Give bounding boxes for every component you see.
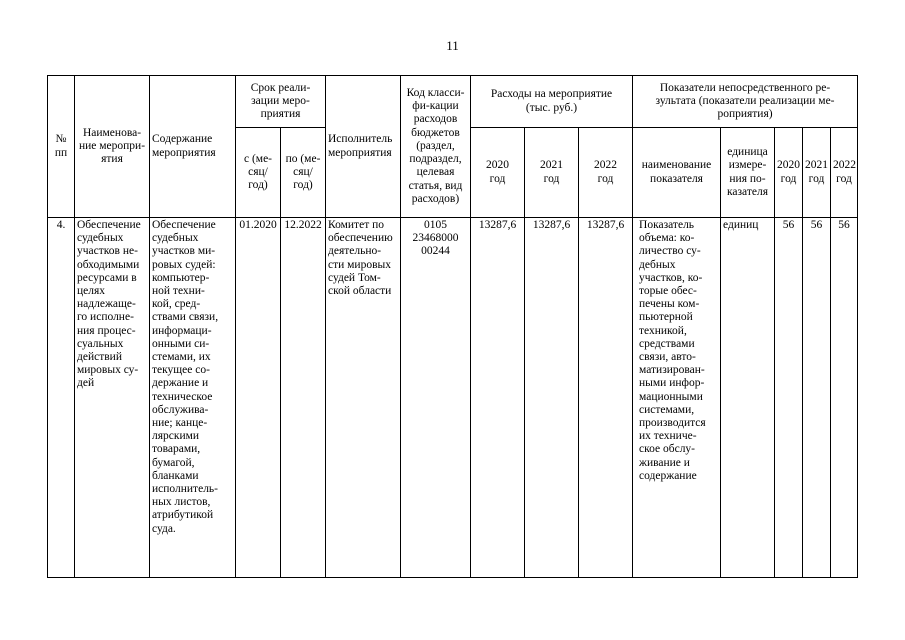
header-ind-2021: 2021 год: [803, 128, 831, 218]
row-name: Обеспечение судебных участков не- обходимыми ресурсами в целях надлежаще- го исполне- ния процес- суальных действий мировых су- дей: [75, 218, 150, 578]
row-ind-2020: 56: [775, 218, 803, 578]
header-exp-2021: 2021 год: [525, 128, 579, 218]
row-ind-2022: 56: [831, 218, 858, 578]
header-num: № пп: [48, 76, 75, 218]
header-exp-2022: 2022 год: [579, 128, 633, 218]
row-content: Обеспечение судебных участков ми- ровых судей: компьютер- ной техни- кой, сред- ствами связи, информаци- онными си- стемами, их текущее со- держание и техническое обслужива- ние; канце- лярскими товарами, бумагой, бланками исполнитель- ных листов, атрибутикой суда.: [150, 218, 236, 578]
activities-table: [47, 75, 858, 578]
header-expenses-group: Расходы на мероприятие (тыс. руб.): [471, 76, 633, 128]
header-code: Код класси- фи-кации расходов бюджетов (раздел, подраздел, целевая статья, вид расходов): [401, 76, 471, 218]
header-executor: Исполнитель мероприятия: [326, 76, 401, 218]
row-num: 4.: [48, 218, 75, 578]
row-code: 0105 23468000 00244: [401, 218, 471, 578]
row-exp-2021: 13287,6: [525, 218, 579, 578]
row-executor: Комитет по обеспечению деятельно- сти мировых судей Том- ской области: [326, 218, 401, 578]
table-row: [48, 218, 858, 578]
row-ind-unit: единиц: [721, 218, 775, 578]
header-ind-2020: 2020 год: [775, 128, 803, 218]
header-term-group: Срок реали- зации меро- приятия: [236, 76, 326, 128]
header-exp-2020: 2020 год: [471, 128, 525, 218]
row-exp-2020: 13287,6: [471, 218, 525, 578]
header-indicators-group: Показатели непосредственного ре- зультата (показатели реализации ме- роприятия): [633, 76, 858, 128]
header-content: Содержание мероприятия: [150, 76, 236, 218]
row-term-to: 12.2022: [281, 218, 326, 578]
header-ind-name: наименование показателя: [633, 128, 721, 218]
header-term-from: с (ме- сяц/ год): [236, 128, 281, 218]
header-ind-2022: 2022 год: [831, 128, 858, 218]
row-ind-2021: 56: [803, 218, 831, 578]
row-ind-name: Показатель объема: ко- личество су- дебных участков, ко- торые обес- печены ком- пьютерной техникой, средствами связи, авто- матизирован- ными инфор- мационными системами, производится их техниче- ское обслу- живание и содержание: [633, 218, 721, 578]
page-number: 11: [446, 38, 459, 53]
header-term-to: по (ме- сяц/ год): [281, 128, 326, 218]
row-term-from: 01.2020: [236, 218, 281, 578]
header-ind-unit: единица измере- ния по- казателя: [721, 128, 775, 218]
header-name: Наименова- ние меропри- ятия: [75, 76, 150, 218]
row-exp-2022: 13287,6: [579, 218, 633, 578]
